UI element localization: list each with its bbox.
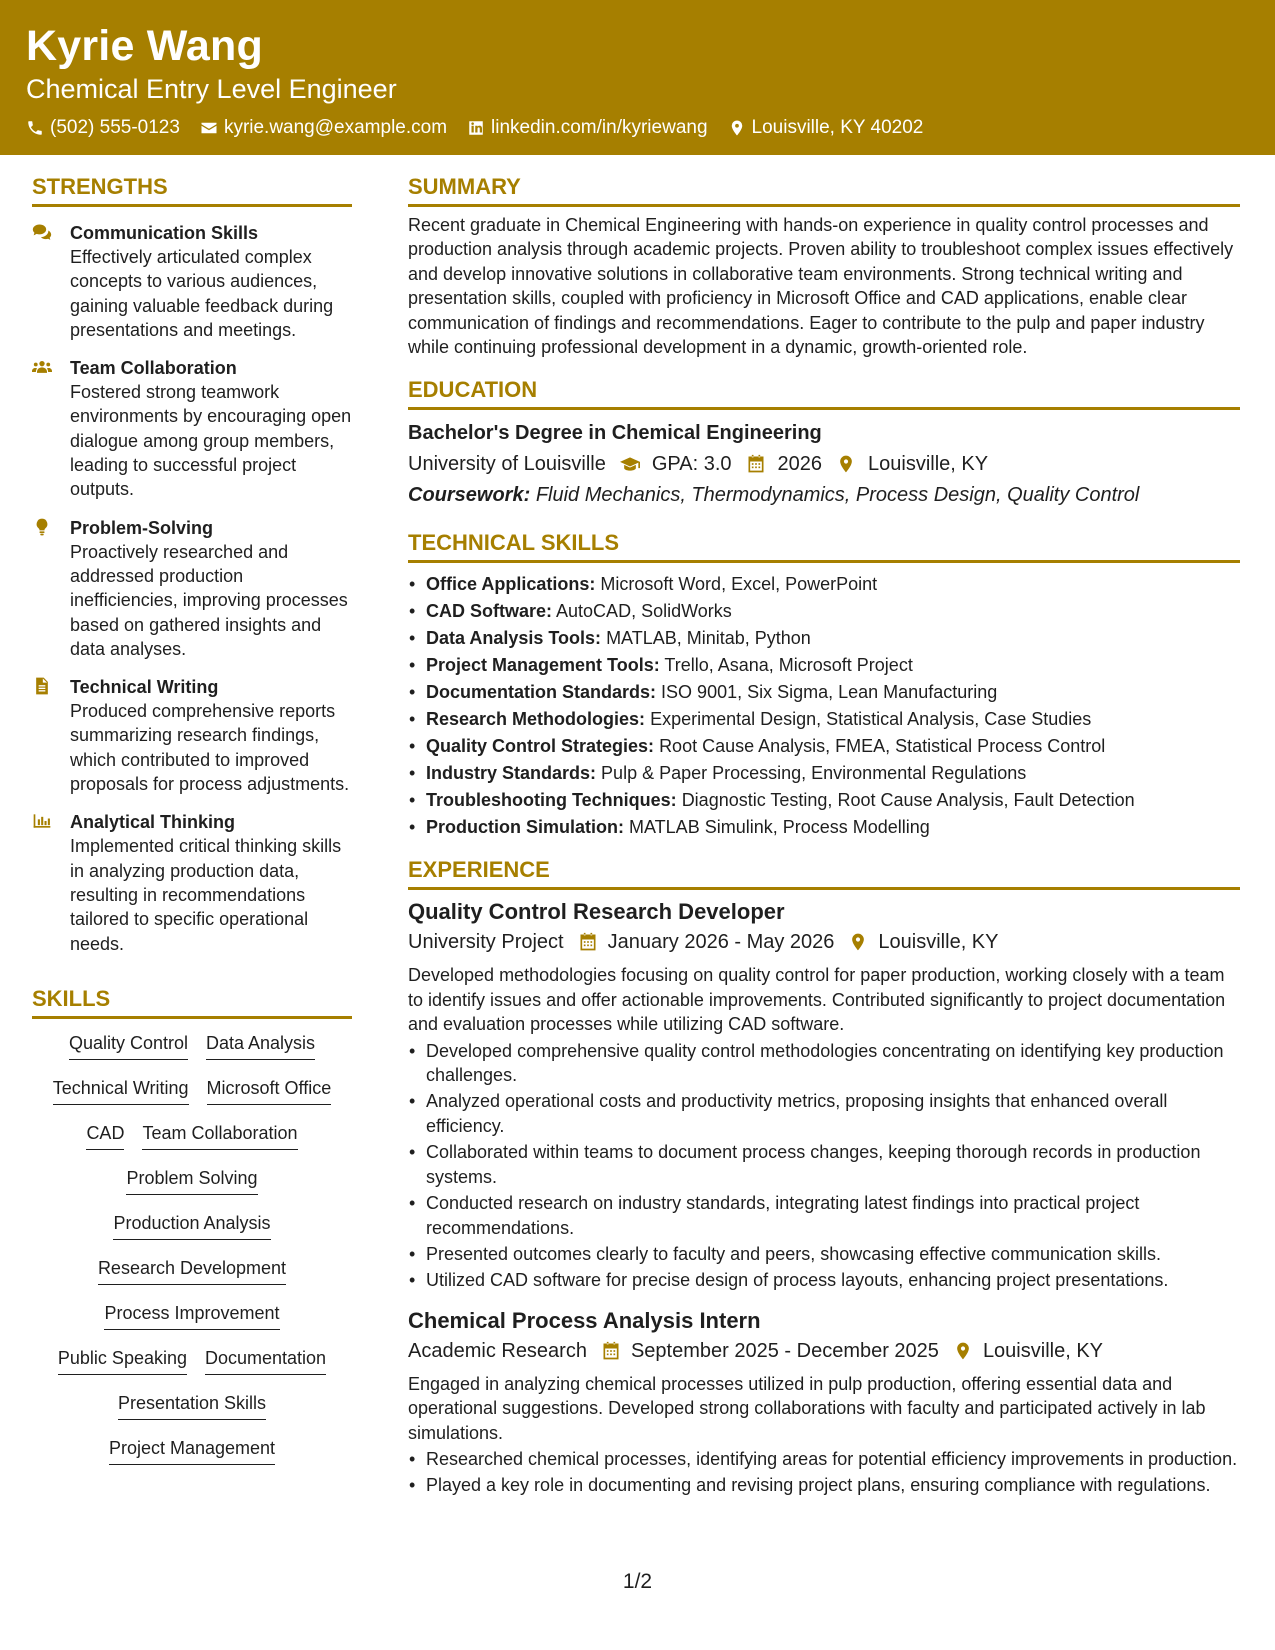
job-description: Developed methodologies focusing on quality control for paper production, working closely with a team to identify issues and offer actionable improvements. Contributed significantly to project documentation and evaluation processes while utilizing CAD software.	[408, 965, 1226, 1035]
comments-icon	[32, 223, 52, 241]
strength-item	[32, 810, 352, 955]
skill-row	[32, 1031, 352, 1076]
job-meta	[408, 929, 1240, 955]
skill-row	[32, 1076, 352, 1121]
strength-title: Technical Writing	[70, 677, 219, 698]
experience-heading: EXPERIENCE	[408, 855, 1240, 890]
gpa-text: GPA: 3.0	[651, 453, 732, 476]
skill-tag: Process Improvement	[104, 1301, 279, 1330]
contact-linkedin	[467, 116, 708, 140]
resume-header	[0, 0, 1275, 155]
job-location: Louisville, KY	[878, 931, 999, 954]
education-meta	[408, 451, 1240, 477]
skill-tag: Data Analysis	[206, 1031, 315, 1060]
technical-skill-value: AutoCAD, SolidWorks	[556, 601, 732, 622]
technical-skill-label: Project Management Tools:	[426, 655, 660, 676]
job-bullet: • Analyzed operational costs and productivity metrics, proposing insights that enhanced overall efficiency.	[408, 1089, 1240, 1138]
technical-skill-value: Pulp & Paper Processing, Environmental Regulations	[601, 763, 1027, 784]
right-column	[408, 172, 1240, 1500]
strengths-heading: STRENGTHS	[32, 172, 352, 207]
coursework-label: Coursework:	[408, 484, 531, 507]
skill-tag: Presentation Skills	[118, 1391, 266, 1420]
technical-skill-item	[408, 625, 1240, 652]
technical-skill-item	[408, 679, 1240, 706]
strength-description: Produced comprehensive reports summarizing research findings, which contributed to improved proposals for process adjustments.	[70, 701, 350, 795]
technical-skill-item	[408, 760, 1240, 787]
education-heading: EDUCATION	[408, 375, 1240, 410]
strength-description: Proactively researched and addressed production inefficiencies, improving processes based on gathered insights and data analyses.	[70, 541, 348, 659]
job-bullet: • Presented outcomes clearly to faculty and peers, showcasing effective communication skills.	[408, 1242, 1240, 1266]
strength-description: Effectively articulated complex concepts to various audiences, gaining valuable feedback during presentations and meetings.	[70, 247, 334, 340]
skill-tag: Quality Control	[69, 1031, 188, 1060]
skill-tag: Project Management	[109, 1436, 275, 1465]
calendar-icon	[601, 1341, 621, 1361]
job-bullet: • Collaborated within teams to document process changes, keeping thorough records in production systems.	[408, 1140, 1240, 1189]
skill-tag: CAD	[86, 1121, 124, 1150]
skill-tag: Documentation	[205, 1346, 326, 1375]
location-pin-icon	[953, 1341, 973, 1361]
bar-chart-icon	[32, 812, 52, 830]
technical-skill-item	[408, 733, 1240, 760]
lightbulb-icon	[32, 518, 52, 536]
technical-skill-item	[408, 706, 1240, 733]
technical-skill-value: MATLAB Simulink, Process Modelling	[629, 817, 930, 838]
coursework	[408, 482, 1240, 508]
job-dates: September 2025 - December 2025	[630, 1339, 939, 1362]
skills-list	[32, 1031, 352, 1481]
technical-skill-value: Diagnostic Testing, Root Cause Analysis, Fault Detection	[681, 790, 1135, 811]
location-pin-icon	[848, 932, 868, 952]
job-entry	[408, 898, 1240, 1292]
contact-phone	[26, 116, 180, 140]
technical-skill-label: Troubleshooting Techniques:	[426, 790, 677, 811]
technical-skill-label: Data Analysis Tools:	[426, 628, 602, 649]
contact-location	[728, 116, 924, 140]
technical-skill-item	[408, 787, 1240, 814]
strength-description: Fostered strong teamwork environments by encouraging open dialogue among group members, leading to successful project outputs.	[70, 382, 352, 500]
job-bullet: • Conducted research on industry standards, integrating latest findings into practical project recommendations.	[408, 1191, 1240, 1240]
technical-skills-section	[408, 528, 1240, 841]
strength-item	[32, 675, 352, 796]
candidate-title: Chemical Entry Level Engineer	[26, 74, 397, 104]
phone-text[interactable]: (502) 555-0123	[50, 117, 180, 138]
skills-section	[32, 984, 352, 1481]
skill-tag: Research Development	[98, 1256, 286, 1285]
education-section	[408, 375, 1240, 508]
job-bullet: • Developed comprehensive quality control methodologies concentrating on identifying key production challenges.	[408, 1039, 1240, 1088]
technical-skill-item	[408, 814, 1240, 841]
calendar-icon	[578, 932, 598, 952]
technical-skill-item	[408, 652, 1240, 679]
contact-email	[200, 116, 447, 140]
skill-tag: Production Analysis	[113, 1211, 270, 1240]
location-pin-icon	[836, 454, 856, 474]
job-bullet: • Utilized CAD software for precise design of process layouts, enhancing project presentations.	[408, 1268, 1240, 1292]
skill-row	[32, 1121, 352, 1166]
skill-row	[32, 1301, 352, 1346]
summary-text: Recent graduate in Chemical Engineering with hands-on experience in quality control processes and production analysis through academic projects. Proven ability to troubleshoot complex issues effectively and develop innovative solutions in collaborative team environments. Strong technical writing and presentation skills, coupled with proficiency in Microsoft Office and CAD applications, enable clear communication of findings and recommendations. Eager to contribute to the pulp and paper industry while continuing professional development in a dynamic, growth-oriented role.	[408, 215, 1234, 358]
coursework-list: Fluid Mechanics, Thermodynamics, Process Design, Quality Control	[535, 484, 1140, 507]
skill-tag: Problem Solving	[126, 1166, 257, 1195]
skill-tag: Technical Writing	[53, 1076, 189, 1105]
job-title: Quality Control Research Developer	[408, 899, 785, 925]
technical-skill-label: Production Simulation:	[426, 817, 624, 838]
phone-icon	[26, 119, 44, 137]
skill-tag: Team Collaboration	[142, 1121, 297, 1150]
job-dates: January 2026 - May 2026	[607, 931, 835, 954]
summary-heading: SUMMARY	[408, 172, 1240, 207]
skill-row	[32, 1211, 352, 1256]
strength-title: Problem-Solving	[70, 517, 214, 538]
skill-row	[32, 1166, 352, 1211]
strength-title: Analytical Thinking	[70, 812, 236, 833]
email-link[interactable]: kyrie.wang@example.com	[223, 117, 448, 138]
job-organization: University Project	[408, 931, 564, 954]
candidate-name: Kyrie Wang	[26, 22, 263, 70]
technical-skill-label: Industry Standards:	[426, 763, 597, 784]
technical-skill-value: ISO 9001, Six Sigma, Lean Manufacturing	[661, 682, 998, 703]
job-bullets	[408, 1039, 1240, 1293]
location-pin-icon	[728, 119, 746, 137]
degree-title: Bachelor's Degree in Chemical Engineering	[408, 422, 822, 445]
skill-tag: Microsoft Office	[207, 1076, 332, 1105]
skill-row	[32, 1391, 352, 1436]
technical-skill-value: MATLAB, Minitab, Python	[606, 628, 811, 649]
skill-row	[32, 1256, 352, 1301]
technical-skill-label: CAD Software:	[426, 601, 553, 622]
users-icon	[32, 358, 52, 376]
job-bullet: • Played a key role in documenting and revising project plans, ensuring compliance with regulations.	[408, 1473, 1240, 1497]
technical-skill-label: Research Methodologies:	[426, 709, 646, 730]
strength-title: Team Collaboration	[70, 358, 237, 379]
skill-row	[32, 1346, 352, 1391]
job-location: Louisville, KY	[982, 1339, 1103, 1362]
strength-item	[32, 221, 352, 342]
job-meta	[408, 1338, 1240, 1364]
job-description: Engaged in analyzing chemical processes utilized in pulp production, offering essential data and operational suggestions. Developed strong collaborations with faculty and participated actively in lab simulations.	[408, 1373, 1206, 1443]
skills-heading: SKILLS	[32, 984, 352, 1019]
technical-skill-value: Experimental Design, Statistical Analysis, Case Studies	[650, 709, 1092, 730]
location-text: Louisville, KY 40202	[751, 117, 924, 138]
technical-skill-value: Microsoft Word, Excel, PowerPoint	[600, 574, 878, 595]
page-number: 1/2	[622, 1570, 653, 1593]
technical-skill-item	[408, 598, 1240, 625]
technical-skill-label: Quality Control Strategies:	[426, 736, 655, 757]
graduation-year: 2026	[777, 453, 823, 476]
job-bullets	[408, 1447, 1240, 1498]
technical-skill-label: Documentation Standards:	[426, 682, 657, 703]
strength-item	[32, 516, 352, 661]
technical-skill-value: Trello, Asana, Microsoft Project	[664, 655, 913, 676]
technical-skill-value: Root Cause Analysis, FMEA, Statistical Process Control	[659, 736, 1106, 757]
job-entry	[408, 1307, 1240, 1498]
technical-skill-label: Office Applications:	[426, 574, 596, 595]
school-name: University of Louisville	[408, 453, 606, 476]
job-organization: Academic Research	[408, 1339, 587, 1362]
calendar-icon	[746, 454, 766, 474]
graduation-cap-icon	[620, 454, 640, 474]
technical-skills-list	[408, 571, 1240, 841]
technical-skills-heading: TECHNICAL SKILLS	[408, 528, 1240, 563]
technical-skill-item	[408, 571, 1240, 598]
skill-tag: Public Speaking	[58, 1346, 187, 1375]
school-location: Louisville, KY	[868, 453, 989, 476]
strength-description: Implemented critical thinking skills in analyzing production data, resulting in recommendations tailored to specific operational needs.	[70, 836, 342, 954]
strength-title: Communication Skills	[70, 223, 259, 243]
job-title: Chemical Process Analysis Intern	[408, 1307, 761, 1333]
contact-bar	[26, 116, 1249, 140]
job-bullet: • Researched chemical processes, identifying areas for potential efficiency improvements in production.	[408, 1447, 1240, 1471]
strength-item	[32, 356, 352, 501]
experience-section	[408, 855, 1240, 1497]
envelope-icon	[200, 119, 218, 137]
skill-row	[32, 1436, 352, 1481]
linkedin-link[interactable]: linkedin.com/in/kyriewang	[491, 117, 708, 138]
document-icon	[32, 677, 52, 695]
linkedin-icon	[467, 119, 485, 137]
left-column	[32, 172, 352, 1481]
